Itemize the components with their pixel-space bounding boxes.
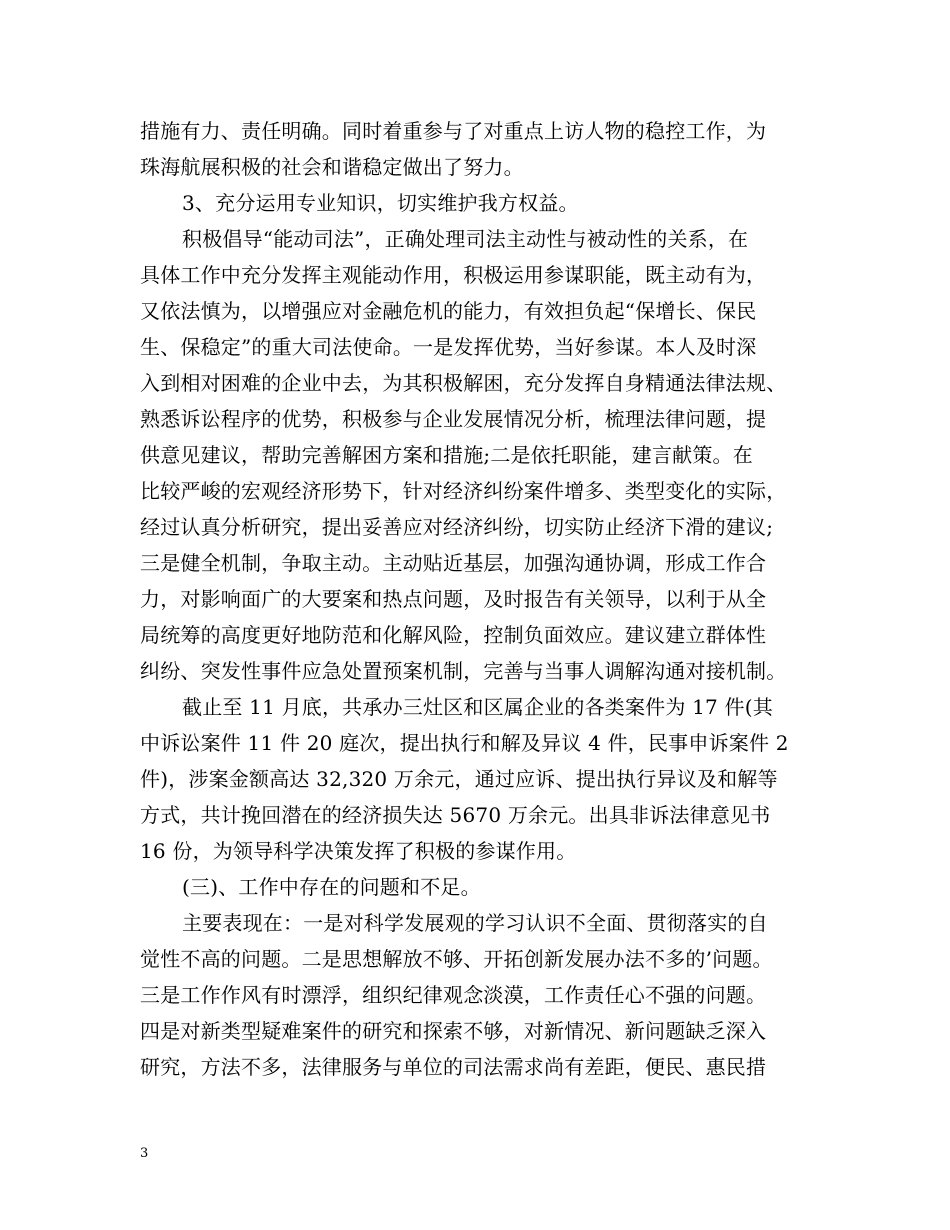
paragraph-first-line: 主要表现在：一是对科学发展观的学习认识不全面、贯彻落实的自 [182,911,768,935]
body-text-line: 中诉讼案件 11 件 20 庭次，提出执行和解及异议 4 件，民事申诉案件 2 [140,731,789,755]
body-text-line: 熟悉诉讼程序的优势，积极参与企业发展情况分析，梳理法律问题，提 [140,407,767,431]
page-number: 3 [140,1146,149,1161]
body-text-line: 珠海航展积极的社会和谐稳定做出了努力。 [140,155,524,179]
body-text-line: 又依法慎为，以增强应对金融危机的能力，有效担负起“保增长、保民 [140,299,757,323]
body-text-line: 措施有力、责任明确。同时着重参与了对重点上访人物的稳控工作，为 [140,119,767,143]
body-text-line: 入到相对困难的企业中去，为其积极解困，充分发挥自身精通法律法规、 [140,371,787,395]
body-text-line: 觉性不高的问题。二是思想解放不够、开拓创新发展办法不多的’问题。 [140,947,773,971]
body-text-line: 局统筹的高度更好地防范和化解风险，控制负面效应。建议建立群体性 [140,623,767,647]
body-text-line: 生、保稳定”的重大司法使命。一是发挥优势，当好参谋。本人及时深 [140,335,757,359]
body-text-line: 16 份，为领导科学决策发挥了积极的参谋作用。 [140,839,577,863]
body-text-line: 供意见建议，帮助完善解困方案和措施;二是依托职能，建言献策。在 [140,443,753,467]
body-text-line: 比较严峻的宏观经济形势下，针对经济纠纷案件增多、类型变化的实际， [140,479,787,503]
paragraph-first-line: 截止至 11 月底，共承办三灶区和区属企业的各类案件为 17 件(其 [182,695,773,719]
body-text-line: 方式，共计挽回潜在的经济损失达 5670 万余元。出具非诉法律意见书 [140,803,771,827]
section-heading: (三)、工作中存在的问题和不足。 [182,875,481,899]
body-text-line: 四是对新类型疑难案件的研究和探索不够，对新情况、新问题缺乏深入 [140,1019,767,1043]
body-text-line: 件)，涉案金额高达 32,320 万余元，通过应诉、提出执行异议及和解等 [140,767,778,791]
section-heading: 3、充分运用专业知识，切实维护我方权益。 [182,191,579,215]
body-text-line: 纠纷、突发性事件应急处置预案机制，完善与当事人调解沟通对接机制。 [140,659,787,683]
body-text-line: 经过认真分析研究，提出妥善应对经济纠纷，切实防止经济下滑的建议; [140,515,774,539]
body-text-line: 具体工作中充分发挥主观能动作用，积极运用参谋职能，既主动有为， [140,263,767,287]
body-text-line: 三是工作作风有时漂浮，组织纪律观念淡漠，工作责任心不强的问题。 [140,983,767,1007]
body-text-line: 三是健全机制，争取主动。主动贴近基层，加强沟通协调，形成工作合 [140,551,767,575]
body-text-line: 力，对影响面广的大要案和热点问题，及时报告有关领导，以利于从全 [140,587,767,611]
paragraph-first-line: 积极倡导“能动司法”，正确处理司法主动性与被动性的关系，在 [182,227,749,251]
body-text-line: 研究，方法不多，法律服务与单位的司法需求尚有差距，便民、惠民措 [140,1055,767,1079]
